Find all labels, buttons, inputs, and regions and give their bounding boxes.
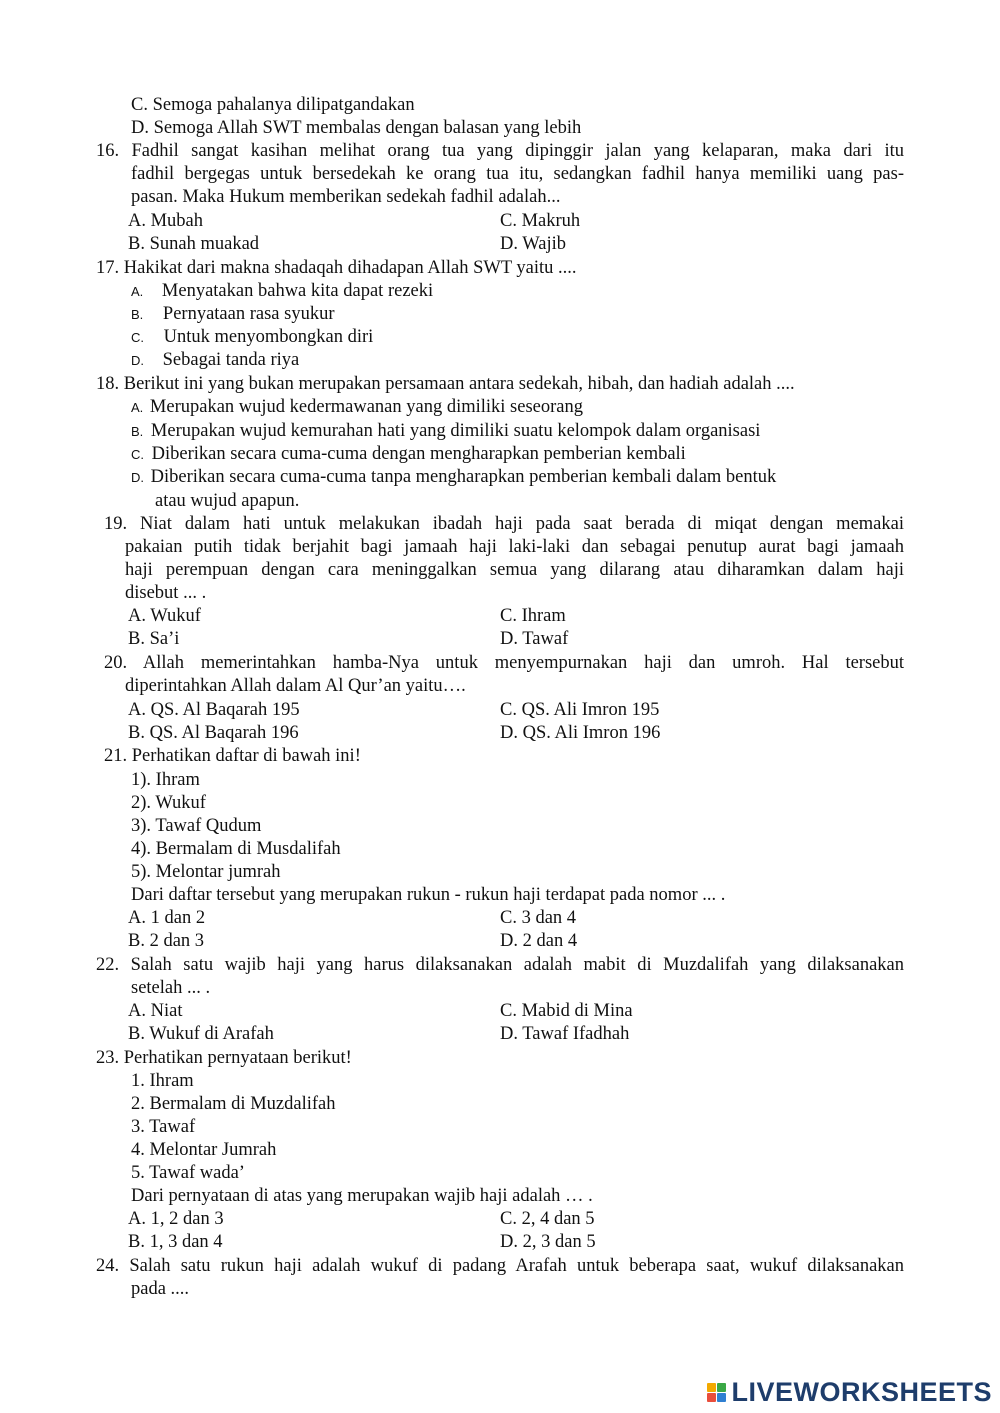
question-21-list-item: 2). Wukuf <box>131 793 206 813</box>
question-22-option-a[interactable]: A. Niat <box>128 1001 183 1021</box>
question-16-option-a[interactable]: A. Mubah <box>128 211 204 231</box>
question-21-option-b[interactable]: B. 2 dan 3 <box>128 931 205 951</box>
logo-mark-icon <box>707 1383 726 1402</box>
option-text: Diberikan secara cuma-cuma dengan mengharapkan pemberian kembali <box>151 444 686 464</box>
question-23-option-a[interactable]: A. 1, 2 dan 3 <box>128 1209 224 1229</box>
question-16-option-b[interactable]: B. Sunah muakad <box>128 234 260 254</box>
question-23-option-c[interactable]: C. 2, 4 dan 5 <box>500 1209 595 1229</box>
question-20-option-d[interactable]: D. QS. Ali Imron 196 <box>500 723 661 743</box>
option-letter: A. <box>131 284 144 299</box>
question-21-list-item: 3). Tawaf Qudum <box>131 816 262 836</box>
question-23-option-d[interactable]: D. 2, 3 dan 5 <box>500 1232 596 1252</box>
question-19-option-c[interactable]: C. Ihram <box>500 606 566 626</box>
logo-square <box>717 1393 726 1402</box>
question-23-list-item: 2. Bermalam di Muzdalifah <box>131 1094 336 1114</box>
question-24-text-cont: pada .... <box>131 1279 190 1299</box>
question-23-option-b[interactable]: B. 1, 3 dan 4 <box>128 1232 223 1252</box>
question-23-list-item: 1. Ihram <box>131 1071 194 1091</box>
question-23-text: 23. Perhatikan pernyataan berikut! <box>96 1048 352 1068</box>
question-21-option-c[interactable]: C. 3 dan 4 <box>500 908 577 928</box>
option-letter: A. <box>131 400 144 415</box>
question-18-option-d-cont: atau wujud apapun. <box>155 491 300 511</box>
option-text: Pernyataan rasa syukur <box>162 304 335 324</box>
logo-square <box>717 1383 726 1392</box>
question-18-option-d[interactable] <box>131 466 776 489</box>
question-23-list-item: 3. Tawaf <box>131 1117 196 1137</box>
option-letter: D. <box>131 470 144 485</box>
question-21-list-item: 1). Ihram <box>131 770 200 790</box>
option-text: Merupakan wujud kedermawanan yang dimiliki seseorang <box>149 397 584 417</box>
question-20-text-cont: diperintahkan Allah dalam Al Qur’an yaitu…. <box>125 676 466 696</box>
question-19-text-cont: pakaian putih tidak berjahit bagi jamaah haji laki-laki dan sebagai penutup aurat bagi jamaah <box>125 537 904 557</box>
option-letter: B. <box>131 307 144 322</box>
question-17-text: 17. Hakikat dari makna shadaqah dihadapan Allah SWT yaitu .... <box>96 258 577 278</box>
question-24-text: 24. Salah satu rukun haji adalah wukuf di padang Arafah untuk beberapa saat, wukuf dilaksanakan <box>96 1256 904 1276</box>
option-text: Sebagai tanda riya <box>162 350 300 370</box>
question-18-option-b[interactable] <box>131 420 760 443</box>
option-letter: D. <box>131 353 144 368</box>
question-21-text: 21. Perhatikan daftar di bawah ini! <box>104 746 361 766</box>
option-letter: C. <box>131 330 144 345</box>
question-17-option-a[interactable] <box>131 280 433 303</box>
question-18-text: 18. Berikut ini yang bukan merupakan persamaan antara sedekah, hibah, dan hadiah adalah .... <box>96 374 795 394</box>
question-17-option-c[interactable] <box>131 326 373 349</box>
option-text: Merupakan wujud kemurahan hati yang dimiliki suatu kelompok dalam organisasi <box>150 421 761 441</box>
question-18-option-a[interactable] <box>131 396 583 419</box>
question-19-text-cont: disebut ... . <box>125 583 207 603</box>
question-21-list-item: 4). Bermalam di Musdalifah <box>131 839 341 859</box>
question-21-list-item: 5). Melontar jumrah <box>131 862 281 882</box>
question-21-prompt: Dari daftar tersebut yang merupakan rukun - rukun haji terdapat pada nomor ... . <box>131 885 726 905</box>
liveworksheets-logo[interactable] <box>707 1377 992 1407</box>
option-text: Diberikan secara cuma-cuma tanpa mengharapkan pemberian kembali dalam bentuk <box>150 467 777 487</box>
question-16-option-d[interactable]: D. Wajib <box>500 234 566 254</box>
option-c: C. Semoga pahalanya dilipatgandakan <box>131 95 415 115</box>
question-19-text-cont: haji perempuan dengan cara meninggalkan semua yang dilarang atau diharamkan dalam haji <box>125 560 904 580</box>
question-23-list-item: 4. Melontar Jumrah <box>131 1140 277 1160</box>
question-19-option-b[interactable]: B. Sa’i <box>128 629 180 649</box>
question-19-text: 19. Niat dalam hati untuk melakukan ibadah haji pada saat berada di miqat dengan memakai <box>104 514 904 534</box>
question-16-option-c[interactable]: C. Makruh <box>500 211 581 231</box>
question-20-text: 20. Allah memerintahkan hamba-Nya untuk menyempurnakan haji dan umroh. Hal tersebut <box>104 653 904 673</box>
option-d: D. Semoga Allah SWT membalas dengan balasan yang lebih <box>131 118 582 138</box>
question-20-option-c[interactable]: C. QS. Ali Imron 195 <box>500 700 660 720</box>
question-19-option-a[interactable]: A. Wukuf <box>128 606 201 626</box>
logo-text: LIVEWORKSHEETS <box>731 1376 992 1407</box>
option-text: Menyatakan bahwa kita dapat rezeki <box>161 281 434 301</box>
question-21-option-a[interactable]: A. 1 dan 2 <box>128 908 206 928</box>
question-23-prompt: Dari pernyataan di atas yang merupakan wajib haji adalah … . <box>131 1186 593 1206</box>
question-16-text: 16. Fadhil sangat kasihan melihat orang tua yang dipinggir jalan yang kelaparan, maka dari itu <box>96 141 904 161</box>
question-16-text-cont: pasan. Maka Hukum memberikan sedekah fadhil adalah... <box>131 187 561 207</box>
question-23-list-item: 5. Tawaf wada’ <box>131 1163 245 1183</box>
question-20-option-a[interactable]: A. QS. Al Baqarah 195 <box>128 700 300 720</box>
question-16-text-cont: fadhil bergegas untuk bersedekah ke orang tua itu, sedangkan fadhil hanya memiliki uang pas- <box>131 164 904 184</box>
question-18-option-c[interactable] <box>131 443 686 466</box>
question-22-option-c[interactable]: C. Mabid di Mina <box>500 1001 633 1021</box>
question-17-option-b[interactable] <box>131 303 335 326</box>
question-20-option-b[interactable]: B. QS. Al Baqarah 196 <box>128 723 299 743</box>
question-22-option-d[interactable]: D. Tawaf Ifadhah <box>500 1024 630 1044</box>
question-22-text-cont: setelah ... . <box>131 978 211 998</box>
question-21-option-d[interactable]: D. 2 dan 4 <box>500 931 578 951</box>
question-19-option-d[interactable]: D. Tawaf <box>500 629 569 649</box>
question-17-option-d[interactable] <box>131 349 299 372</box>
option-letter: C. <box>131 447 144 462</box>
logo-square <box>707 1383 716 1392</box>
option-text: Untuk menyombongkan diri <box>163 327 374 347</box>
option-letter: B. <box>131 424 144 439</box>
question-22-option-b[interactable]: B. Wukuf di Arafah <box>128 1024 274 1044</box>
logo-square <box>707 1393 716 1402</box>
question-22-text: 22. Salah satu wajib haji yang harus dilaksanakan adalah mabit di Muzdalifah yang dilaksanakan <box>96 955 904 975</box>
